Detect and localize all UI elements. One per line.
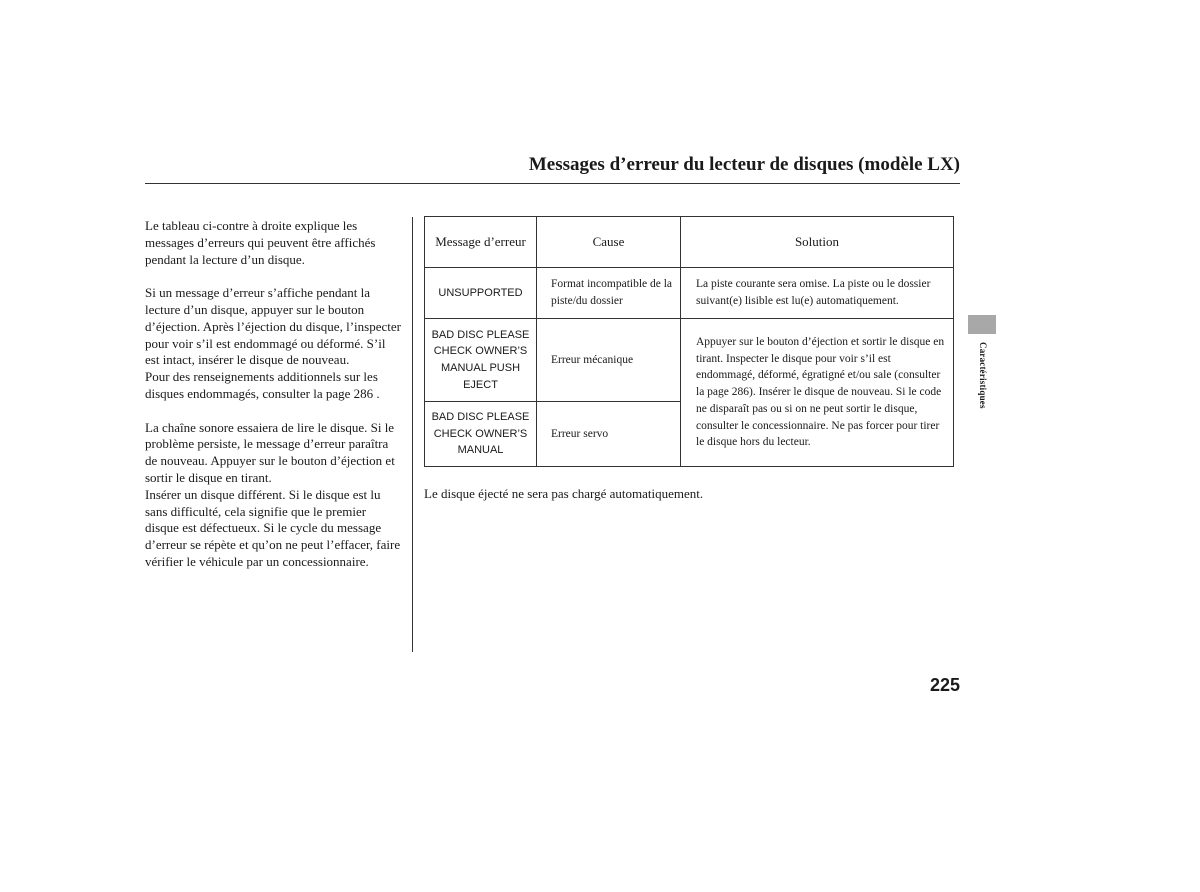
solution-cell: La piste courante sera omise. La piste ou le dossier suivant(e) lisible est lu(e) automatiquement.	[681, 268, 954, 319]
section-tab-marker	[968, 315, 996, 334]
table-row	[425, 319, 954, 402]
title-rule	[145, 183, 960, 184]
page-title: Messages d’erreur du lecteur de disques (modèle LX)	[528, 154, 960, 175]
paragraph: Le tableau ci-contre à droite explique les messages d’erreurs qui peuvent être affichés pendant la lecture d’un disque.	[145, 218, 376, 267]
section-side-label: Caractéristiques	[978, 342, 988, 409]
column-divider	[412, 217, 413, 652]
cause-cell: Erreur servo	[537, 402, 681, 467]
table-row	[425, 268, 954, 319]
eject-note: Le disque éjecté ne sera pas chargé automatiquement.	[424, 486, 704, 501]
paragraph: Pour des renseignements additionnels sur les disques endommagés, consulter la page 286 .	[145, 369, 380, 401]
paragraph: Si un message d’erreur s’affiche pendant la lecture d’un disque, appuyer sur le bouton d’éjection. Après l’éjection du disque, l’inspecter pour voir s’il est endommagé ou déformé. S’il est intact, insérer le disque de nouveau.	[145, 285, 401, 368]
cause-cell: Format incompatible de la piste/du dossier	[537, 268, 681, 319]
paragraph: Insérer un disque différent. Si le disque est lu sans difficulté, cela signifie que le premier disque est défectueux. Si le cycle du message d’erreur se répète et qu’on ne peut l’effacer, faire vérifier le véhicule par un concessionnaire.	[145, 486, 401, 569]
paragraph: La chaîne sonore essaiera de lire le disque. Si le problème persiste, le message d’erreur paraîtra de nouveau. Appuyer sur le bouton d’éjection et sortir le disque en tirant.	[145, 419, 395, 485]
intro-text	[145, 218, 403, 588]
error-messages-table	[424, 216, 954, 467]
solution-cell: Appuyer sur le bouton d’éjection et sortir le disque en tirant. Inspecter le disque pour voir s’il est endommagé, déformé, égratigné et/ou sale (consulter la page 286). Insérer le disque de nouveau. Si le code ne disparaît pas ou si on ne peut sortir le disque, consulter le concessionnaire. Ne pas forcer pour tirer le disque hors du lecteur.	[681, 319, 954, 467]
header-cause: Cause	[537, 217, 681, 268]
error-message-cell: BAD DISC PLEASE CHECK OWNER’S MANUAL PUSH EJECT	[425, 319, 537, 402]
header-solution: Solution	[681, 217, 954, 268]
error-message-cell: BAD DISC PLEASE CHECK OWNER’S MANUAL	[425, 402, 537, 467]
error-message-cell: UNSUPPORTED	[425, 268, 537, 319]
header-message: Message d’erreur	[425, 217, 537, 268]
cause-cell: Erreur mécanique	[537, 319, 681, 402]
page-number: 225	[929, 675, 960, 695]
